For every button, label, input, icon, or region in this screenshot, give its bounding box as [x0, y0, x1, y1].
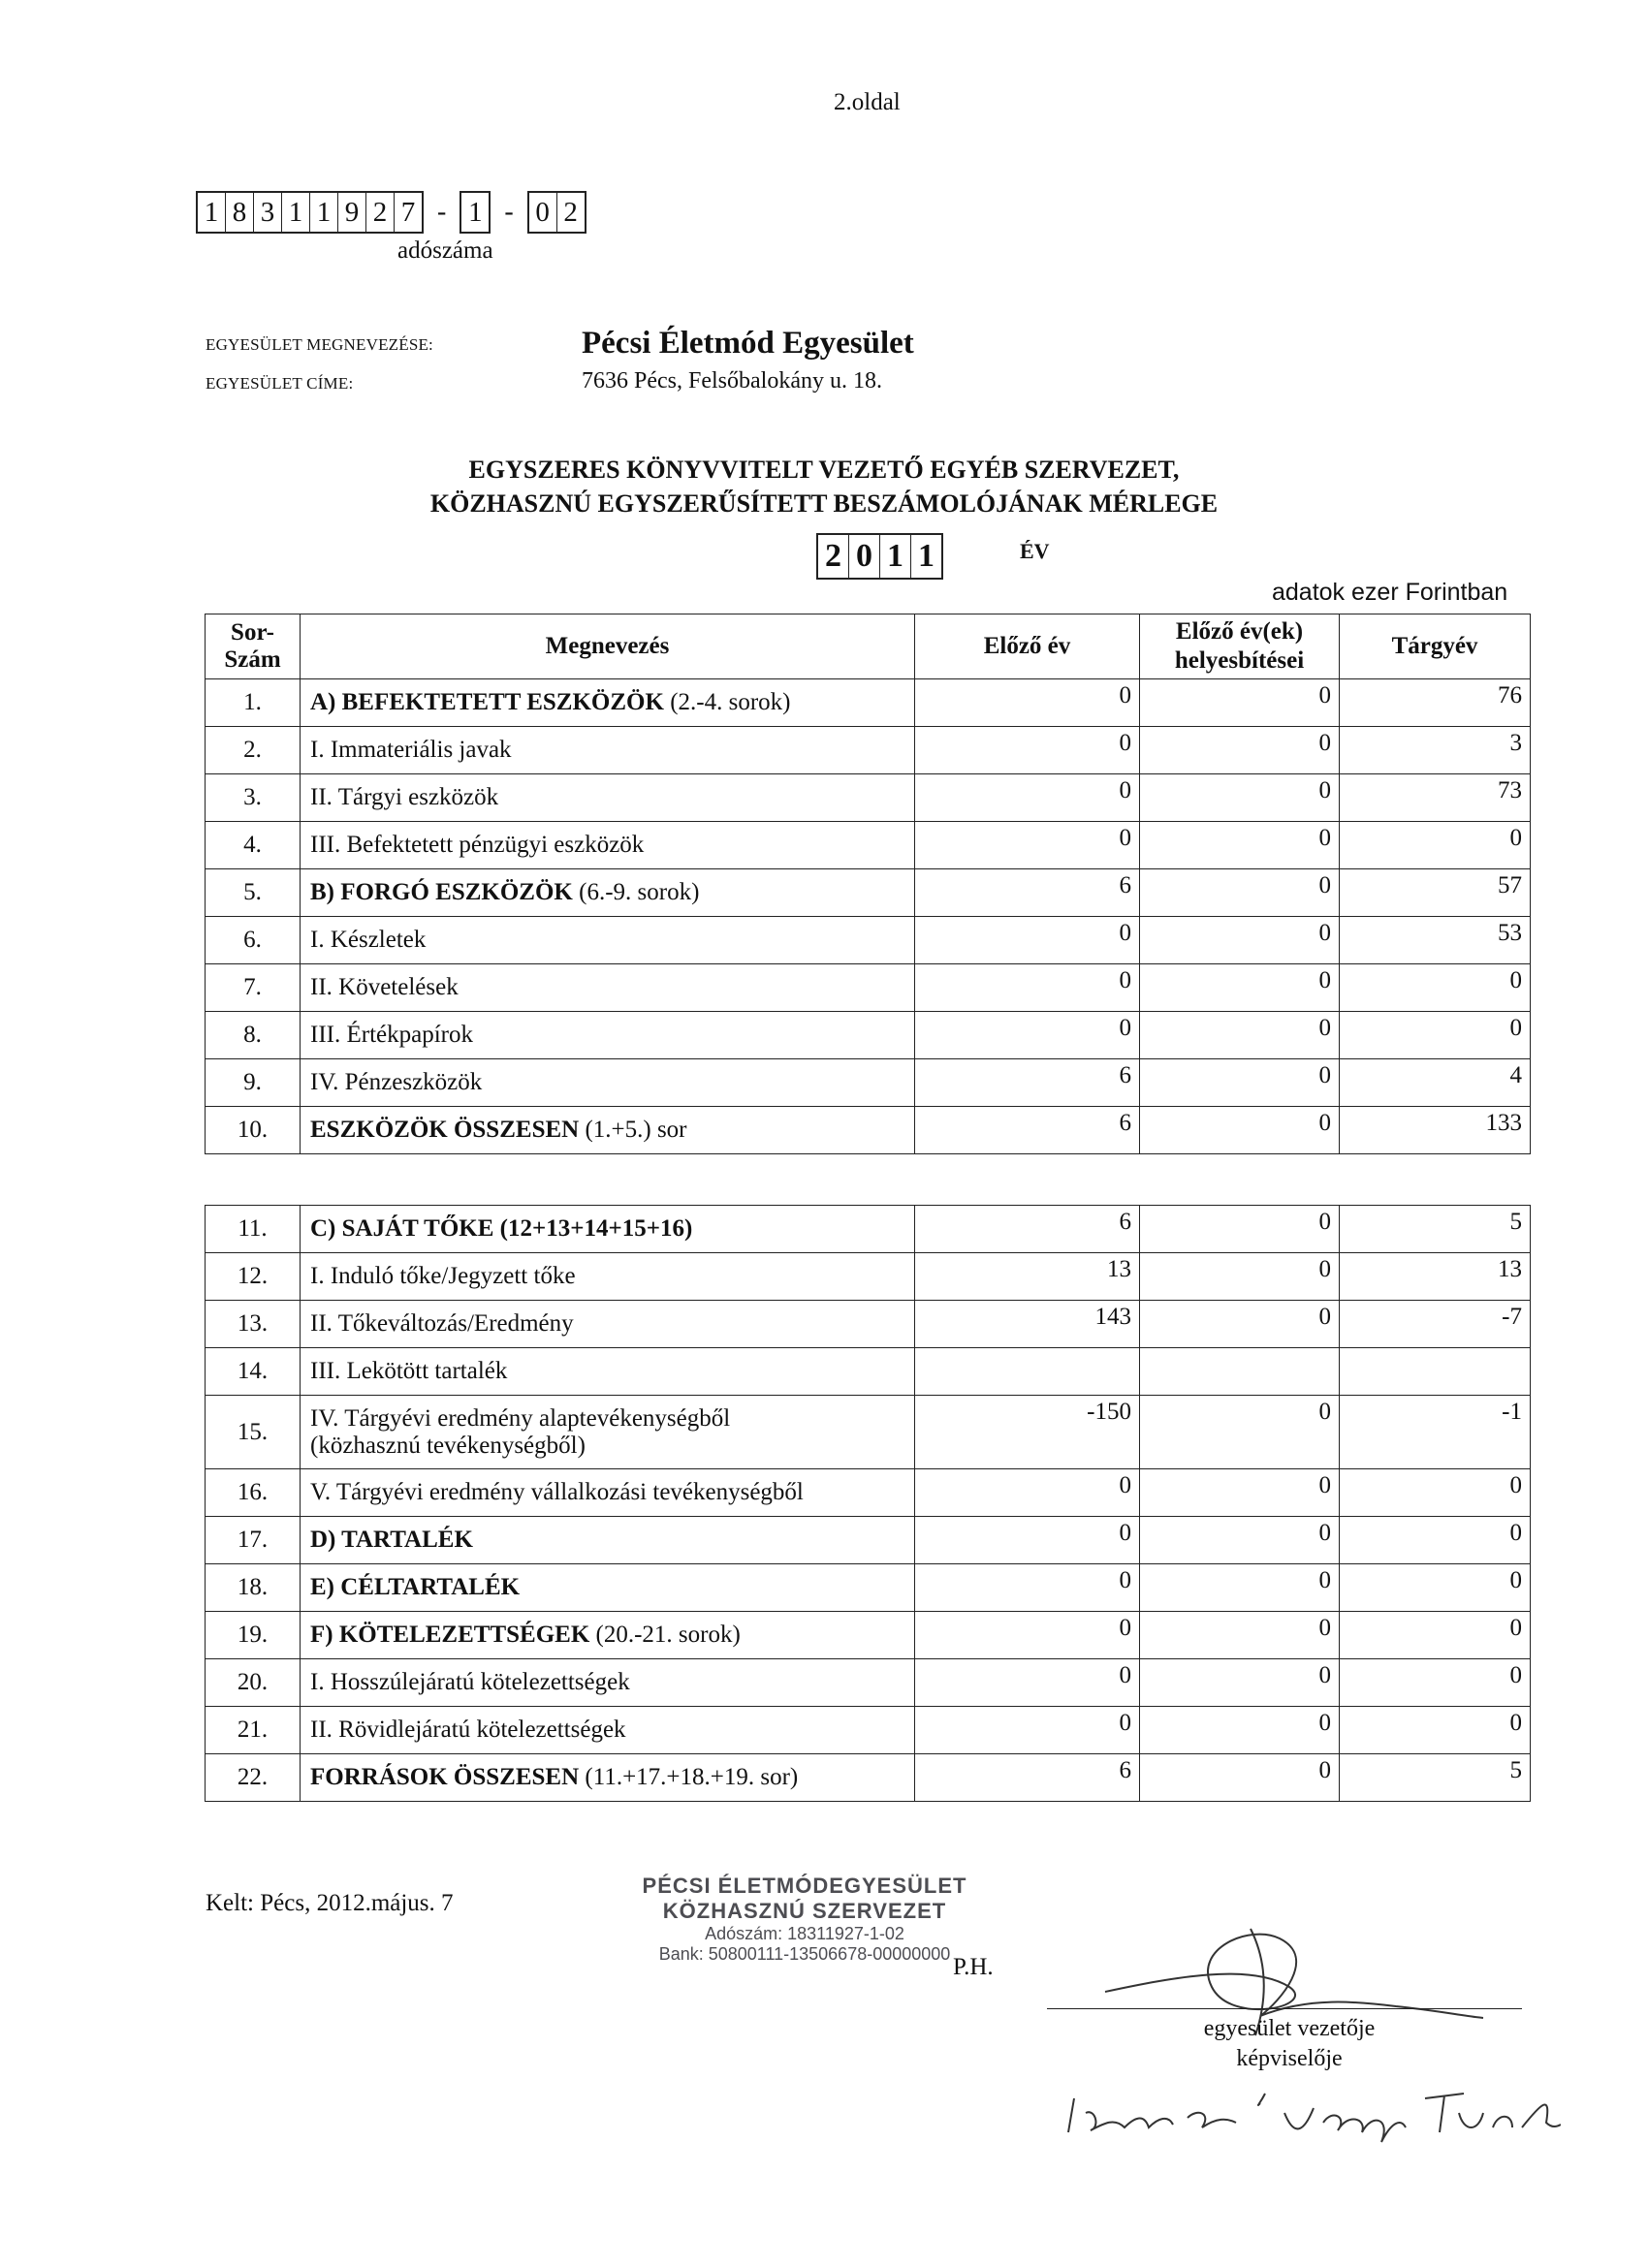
row-number: 21. [206, 1707, 301, 1754]
row-adjustments: 0 [1140, 1206, 1340, 1253]
row-name [301, 1012, 915, 1059]
row-current-year: 76 [1340, 679, 1531, 727]
row-adjustments: 0 [1140, 1469, 1340, 1517]
row-number: 14. [206, 1348, 301, 1396]
row-name-bold: ESZKÖZÖK ÖSSZESEN [310, 1117, 580, 1143]
table-row [206, 1059, 1531, 1107]
row-number: 22. [206, 1754, 301, 1802]
row-current-year: 0 [1340, 1659, 1531, 1707]
row-current-year [1340, 1348, 1531, 1396]
row-number: 11. [206, 1206, 301, 1253]
row-name-bold: B) FORGÓ ESZKÖZÖK [310, 879, 573, 905]
row-adjustments: 0 [1140, 1564, 1340, 1612]
row-number: 6. [206, 917, 301, 964]
table-row [206, 1206, 1531, 1253]
table-row [206, 1396, 1531, 1469]
association-address: 7636 Pécs, Felsőbalokány u. 18. [582, 368, 882, 394]
row-number: 5. [206, 869, 301, 917]
row-name-text: (6.-9. sorok) [572, 879, 700, 905]
unit-note: adatok ezer Forintban [1272, 579, 1508, 606]
row-current-year: 3 [1340, 727, 1531, 774]
row-prev-year: 6 [915, 1107, 1140, 1154]
row-name [301, 1253, 915, 1301]
ph-mark: P.H. [953, 1954, 994, 1980]
table-row [206, 1253, 1531, 1301]
year-boxes [816, 533, 943, 580]
row-current-year: 13 [1340, 1253, 1531, 1301]
row-prev-year: 0 [915, 727, 1140, 774]
row-current-year: 0 [1340, 1517, 1531, 1564]
row-current-year: 0 [1340, 1012, 1531, 1059]
row-name-text: IV. Pénzeszközök [310, 1069, 483, 1095]
row-name-bold: C) SAJÁT TŐKE (12+13+14+15+16) [310, 1215, 693, 1242]
association-name-label: EGYESÜLET MEGNEVEZÉSE: [206, 335, 433, 354]
row-number: 1. [206, 679, 301, 727]
table-row [206, 774, 1531, 822]
header-row-no: Sor- Szám [206, 614, 301, 679]
row-number: 12. [206, 1253, 301, 1301]
row-name-text: I. Készletek [310, 927, 427, 953]
row-name-bold: E) CÉLTARTALÉK [310, 1574, 521, 1600]
row-name-text: I. Induló tőke/Jegyzett tőke [310, 1263, 576, 1289]
row-name-text: I. Hosszúlejáratú kötelezettségek [310, 1669, 630, 1695]
header-name: Megnevezés [301, 614, 915, 679]
row-prev-year: 0 [915, 1517, 1140, 1564]
row-name-bold: F) KÖTELEZETTSÉGEK [310, 1622, 590, 1648]
row-name-text: (11.+17.+18.+19. sor) [579, 1764, 799, 1790]
row-number: 3. [206, 774, 301, 822]
row-name [301, 1301, 915, 1348]
tax-id-digit: 9 [338, 193, 366, 232]
row-current-year: 0 [1340, 1612, 1531, 1659]
tax-id-digit: 1 [282, 193, 310, 232]
row-prev-year: 0 [915, 679, 1140, 727]
tax-id-digit: 3 [254, 193, 282, 232]
row-number: 18. [206, 1564, 301, 1612]
row-current-year: 0 [1340, 1469, 1531, 1517]
tax-id-separator: - [504, 197, 514, 227]
row-name-text: I. Immateriális javak [310, 737, 512, 763]
table-row [206, 917, 1531, 964]
row-prev-year: 143 [915, 1301, 1140, 1348]
year-digit: 0 [849, 535, 880, 578]
table-row [206, 1107, 1531, 1154]
row-current-year: -1 [1340, 1396, 1531, 1469]
signature-caption: egyesület vezetője képviselője [1203, 2016, 1376, 2071]
row-adjustments: 0 [1140, 1707, 1340, 1754]
table-row [206, 869, 1531, 917]
row-number: 4. [206, 822, 301, 869]
tax-id-digit: 1 [468, 196, 483, 228]
page-number: 2.oldal [834, 89, 901, 115]
row-number: 19. [206, 1612, 301, 1659]
row-adjustments: 0 [1140, 822, 1340, 869]
row-prev-year [915, 1348, 1140, 1396]
report-title-line2: KÖZHASZNÚ EGYSZERŰSÍTETT BESZÁMOLÓJÁNAK MÉRLEGE [429, 489, 1219, 518]
table-row [206, 1659, 1531, 1707]
year-digit: 1 [880, 535, 911, 578]
row-current-year: 57 [1340, 869, 1531, 917]
row-prev-year: 0 [915, 1012, 1140, 1059]
row-name-bold: D) TARTALÉK [310, 1527, 473, 1553]
row-adjustments: 0 [1140, 1612, 1340, 1659]
row-name-text-cont: (közhasznú tevékenységből) [310, 1432, 586, 1459]
table-row [206, 1754, 1531, 1802]
row-number: 2. [206, 727, 301, 774]
row-number: 9. [206, 1059, 301, 1107]
table-row [206, 1012, 1531, 1059]
handwritten-name-signature [1057, 2074, 1561, 2152]
row-current-year: 5 [1340, 1206, 1531, 1253]
row-current-year: 0 [1340, 1707, 1531, 1754]
row-name [301, 1469, 915, 1517]
row-adjustments: 0 [1140, 1012, 1340, 1059]
row-current-year: 5 [1340, 1754, 1531, 1802]
row-prev-year: 0 [915, 917, 1140, 964]
row-name-text: IV. Tárgyévi eredmény alaptevékenységből [310, 1404, 731, 1432]
row-name-text: III. Befektetett pénzügyi eszközök [310, 832, 645, 858]
row-prev-year: 6 [915, 1059, 1140, 1107]
table-row [206, 1564, 1531, 1612]
table-row [206, 1348, 1531, 1396]
row-prev-year: 0 [915, 1469, 1140, 1517]
tax-id-digit: 7 [400, 196, 416, 228]
tax-id-digit: 8 [226, 193, 254, 232]
row-adjustments: 0 [1140, 1107, 1340, 1154]
date-place: Kelt: Pécs, 2012.május. 7 [206, 1890, 454, 1916]
row-name-text: V. Tárgyévi eredmény vállalkozási tevékenységből [310, 1479, 804, 1505]
row-name [301, 727, 915, 774]
assets-table [205, 614, 1531, 1154]
year-digit: 1 [918, 538, 935, 574]
row-adjustments: 0 [1140, 1253, 1340, 1301]
row-name [301, 964, 915, 1012]
row-adjustments: 0 [1140, 1754, 1340, 1802]
tax-id-digit: 0 [529, 193, 557, 232]
table-row [206, 822, 1531, 869]
row-adjustments: 0 [1140, 869, 1340, 917]
row-name-text: (20.-21. sorok) [589, 1622, 741, 1648]
tax-id-group [460, 191, 491, 234]
report-title-line1: EGYSZERES KÖNYVVITELT VEZETŐ EGYÉB SZERVEZET, [468, 456, 1180, 484]
row-prev-year: 6 [915, 1206, 1140, 1253]
tax-id-group [196, 191, 424, 234]
row-name-text: II. Tőkeváltozás/Eredmény [310, 1310, 574, 1337]
row-adjustments: 0 [1140, 1396, 1340, 1469]
row-name [301, 1707, 915, 1754]
row-number: 8. [206, 1012, 301, 1059]
liabilities-table [205, 1205, 1531, 1802]
tax-id-separator: - [437, 197, 447, 227]
year-digit: 2 [818, 535, 849, 578]
row-name [301, 1348, 915, 1396]
association-address-label: EGYESÜLET CÍME: [206, 374, 354, 393]
row-prev-year: 0 [915, 1659, 1140, 1707]
row-name [301, 679, 915, 727]
row-name-text: (2.-4. sorok) [663, 689, 791, 715]
row-adjustments: 0 [1140, 727, 1340, 774]
header-adjustments: Előző év(ek) helyesbítései [1140, 614, 1340, 679]
row-name [301, 869, 915, 917]
row-number: 15. [206, 1396, 301, 1469]
table-row [206, 1612, 1531, 1659]
row-name [301, 917, 915, 964]
row-current-year: -7 [1340, 1301, 1531, 1348]
row-number: 16. [206, 1469, 301, 1517]
row-adjustments: 0 [1140, 964, 1340, 1012]
row-prev-year: 13 [915, 1253, 1140, 1301]
row-name-text: II. Rövidlejáratú kötelezettségek [310, 1717, 626, 1743]
table-row [206, 1707, 1531, 1754]
table-row [206, 1469, 1531, 1517]
row-prev-year: 0 [915, 1564, 1140, 1612]
row-prev-year: 6 [915, 1754, 1140, 1802]
row-name-bold: FORRÁSOK ÖSSZESEN [310, 1764, 580, 1790]
association-name: Pécsi Életmód Egyesület [582, 326, 914, 361]
row-number: 10. [206, 1107, 301, 1154]
year-suffix: ÉV [1020, 539, 1050, 563]
row-name [301, 1659, 915, 1707]
row-adjustments: 0 [1140, 679, 1340, 727]
header-current-year: Tárgyév [1340, 614, 1531, 679]
row-name [301, 774, 915, 822]
row-number: 13. [206, 1301, 301, 1348]
row-current-year: 0 [1340, 1564, 1531, 1612]
row-name-text: II. Tárgyi eszközök [310, 784, 499, 810]
row-adjustments: 0 [1140, 1517, 1340, 1564]
row-adjustments [1140, 1348, 1340, 1396]
row-current-year: 73 [1340, 774, 1531, 822]
row-current-year: 133 [1340, 1107, 1531, 1154]
row-name [301, 1517, 915, 1564]
tax-id-label: adószáma [397, 237, 493, 264]
row-name-text: II. Követelések [310, 974, 459, 1000]
tax-id-digit: 2 [563, 196, 578, 228]
row-prev-year: 0 [915, 964, 1140, 1012]
table-row [206, 727, 1531, 774]
row-name [301, 1564, 915, 1612]
table-row [206, 1301, 1531, 1348]
tax-id-digit: 1 [310, 193, 338, 232]
row-name [301, 1107, 915, 1154]
row-prev-year: 0 [915, 1707, 1140, 1754]
row-prev-year: 0 [915, 774, 1140, 822]
row-number: 7. [206, 964, 301, 1012]
row-name [301, 822, 915, 869]
row-prev-year: 6 [915, 869, 1140, 917]
row-name-text: (1.+5.) sor [579, 1117, 687, 1143]
row-name [301, 1612, 915, 1659]
row-current-year: 4 [1340, 1059, 1531, 1107]
table-row [206, 964, 1531, 1012]
row-name [301, 1754, 915, 1802]
table-row [206, 679, 1531, 727]
row-name [301, 1396, 915, 1469]
row-adjustments: 0 [1140, 917, 1340, 964]
tax-id-digit: 1 [198, 193, 226, 232]
row-adjustments: 0 [1140, 1059, 1340, 1107]
row-current-year: 53 [1340, 917, 1531, 964]
row-number: 17. [206, 1517, 301, 1564]
row-name [301, 1206, 915, 1253]
row-adjustments: 0 [1140, 774, 1340, 822]
row-prev-year: 0 [915, 822, 1140, 869]
organization-stamp: PÉCSI ÉLETMÓDEGYESÜLET KÖZHASZNÚ SZERVEZET Adószám: 18311927-1-02 Bank: 50800111-13506678-00000000 [642, 1874, 967, 1964]
row-name-text: III. Lekötött tartalék [310, 1358, 508, 1384]
header-prev-year: Előző év [915, 614, 1140, 679]
row-adjustments: 0 [1140, 1659, 1340, 1707]
row-adjustments: 0 [1140, 1301, 1340, 1348]
tax-id-digit: 2 [366, 193, 395, 232]
row-number: 20. [206, 1659, 301, 1707]
tax-id-group [527, 191, 586, 234]
row-current-year: 0 [1340, 822, 1531, 869]
row-current-year: 0 [1340, 964, 1531, 1012]
signature-line [1047, 2008, 1522, 2009]
table-row [206, 1517, 1531, 1564]
row-name [301, 1059, 915, 1107]
row-name-bold: A) BEFEKTETETT ESZKÖZÖK [310, 689, 664, 715]
row-prev-year: 0 [915, 1612, 1140, 1659]
tax-id-boxes [196, 191, 586, 234]
row-name-text: III. Értékpapírok [310, 1022, 473, 1048]
row-prev-year: -150 [915, 1396, 1140, 1469]
